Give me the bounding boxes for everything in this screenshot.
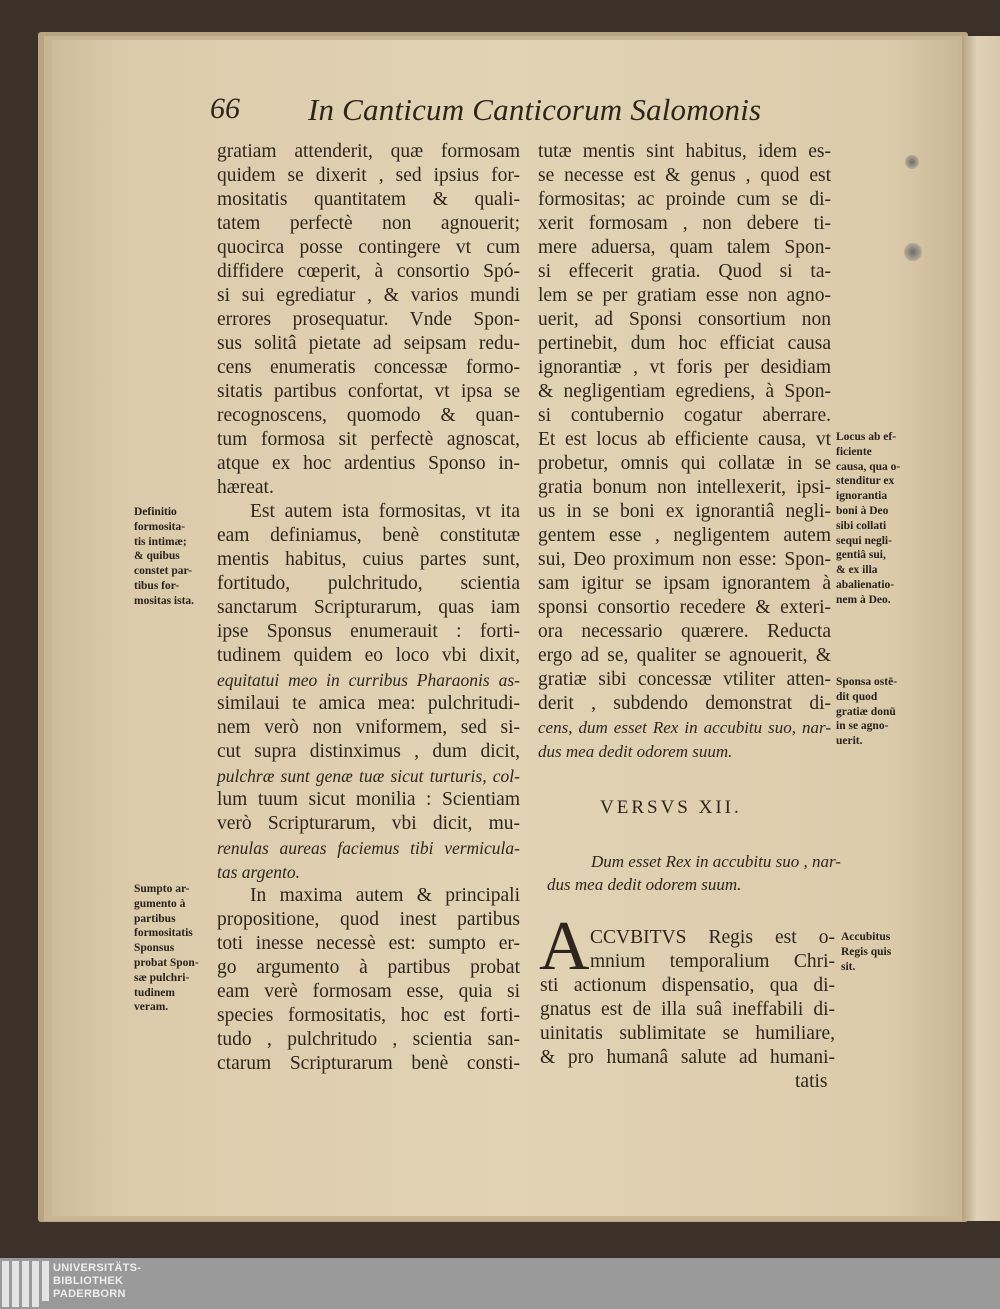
text-line: sitatis partibus confortat, vt ipsa se: [217, 381, 520, 402]
text-line: mere aduersa, quam talem Spon-: [538, 237, 831, 258]
library-name-line: UNIVERSITÄTS-: [53, 1262, 142, 1274]
margin-note-line: gratiæ donū: [836, 705, 896, 718]
text-line: sus solitâ pietate ad seipsam redu-: [217, 333, 520, 354]
text-line: tutæ mentis sint habitus, idem es-: [538, 141, 831, 162]
margin-note-line: Sponsa ostē-: [836, 676, 898, 688]
text-line: renulas aureas faciemus tibi vermicula-: [217, 838, 520, 858]
margin-note-line: dit quod: [836, 690, 878, 703]
text-line: & pro humanâ salute ad humani-: [540, 1047, 835, 1068]
text-line: propositione, quod inest partibus: [217, 909, 520, 930]
text-line: sui, Deo proximum non esse: Spon-: [538, 549, 831, 570]
text-line: lem se per gratiam esse non agno-: [538, 285, 831, 306]
text-line: Est autem ista formositas, vt ita: [250, 501, 520, 522]
margin-note-line: gentiâ sui,: [836, 549, 886, 562]
margin-note-line: veram.: [134, 1001, 169, 1014]
margin-note-line: abalienatio-: [836, 579, 895, 591]
page-hole: [905, 155, 919, 169]
text-line: pulchræ sunt genæ tuæ sicut turturis, col-: [217, 766, 520, 786]
margin-note-line: gumento à: [134, 897, 186, 910]
drop-cap: A: [539, 908, 590, 985]
margin-note-line: ficiente: [836, 445, 872, 458]
text-line: gratia bonum non intellexerit, ipsi-: [538, 477, 831, 498]
text-line: diffidere cœperit, à consortio Spó-: [217, 261, 520, 282]
verse-quote-line: Dum esset Rex in accubitu suo , nar-: [591, 852, 841, 871]
margin-note-line: sit.: [841, 960, 856, 973]
library-name-line: BIBLIOTHEK: [53, 1275, 124, 1287]
text-line: sponsi consortio recedere & exteri-: [538, 597, 831, 618]
text-line: tatem perfectè non agnouerit;: [217, 213, 520, 234]
text-line: mentis habitus, cuius partes sunt,: [217, 549, 520, 570]
text-line: si contubernio cogatur aberrare.: [538, 405, 831, 426]
text-line: tum formosa sit perfectè agnoscat,: [217, 429, 520, 450]
text-line: probetur, omnis qui collatæ in se: [538, 453, 831, 474]
margin-note-line: sæ pulchri-: [134, 971, 190, 984]
text-line: formositas; ac proinde cum se di-: [538, 189, 831, 210]
margin-note-line: causa, qua o-: [836, 460, 901, 473]
text-line: mositatis quantitatem & quali-: [217, 189, 520, 210]
margin-note-line: & quibus: [134, 550, 180, 563]
margin-note-line: tis intimæ;: [134, 535, 187, 548]
running-title: In Canticum Canticorum Salomonis: [308, 92, 762, 127]
text-line: eam verè formosam esse, quia si: [217, 981, 520, 1002]
text-line: gnatus est de illa suâ ineffabili di-: [540, 999, 835, 1020]
library-name-line: PADERBORN: [53, 1288, 126, 1300]
text-line: uerit, ad Sponsi consortium non: [538, 309, 831, 330]
page-number: 66: [210, 92, 240, 125]
margin-note-line: formosita-: [134, 520, 186, 533]
text-line: ctarum Scripturarum benè consti-: [217, 1053, 520, 1074]
footer-bar: [0, 1258, 1000, 1309]
text-line: CCVBITVS Regis est o-: [590, 927, 835, 948]
margin-note-line: sequi negli-: [836, 534, 892, 547]
text-line: cens, dum esset Rex in accubitu suo, nar-: [538, 718, 831, 737]
text-line: nem verò non vniformem, sed si-: [217, 717, 520, 738]
text-line: fortitudo, pulchritudo, scientia: [217, 573, 520, 594]
text-line: hæreat.: [217, 477, 274, 498]
text-line: In maxima autem & principali: [250, 885, 520, 906]
text-line: xerit formosam , non debere ti-: [538, 213, 831, 234]
facing-page-edge: [962, 36, 1000, 1221]
verse-quote-line: dus mea dedit odorem suum.: [547, 875, 742, 894]
text-line: uinitatis sublimitate se humiliare,: [540, 1023, 835, 1044]
text-line: equitatui meo in curribus Pharaonis as-: [217, 670, 520, 690]
text-line: cens enumeratis concessæ formo-: [217, 357, 520, 378]
text-line: atque ex hoc ardentius Sponso in-: [217, 453, 520, 474]
catchword: tatis: [795, 1071, 828, 1092]
margin-note-line: partibus: [134, 912, 176, 925]
text-line: tudo , pulchritudo , scientia san-: [217, 1029, 520, 1050]
text-line: si effecerit gratia. Quod si ta-: [538, 261, 831, 282]
margin-note-line: formositatis: [134, 927, 193, 940]
text-line: errores prosequatur. Vnde Spon-: [217, 309, 520, 330]
margin-note-line: Locus ab ef-: [836, 431, 897, 443]
text-line: quidem se dixerit , sed ipsius for-: [217, 165, 520, 186]
text-line: gratiam attenderit, quæ formosam: [217, 141, 520, 162]
text-line: toti inesse necessè est: sumpto er-: [217, 933, 520, 954]
margin-note-line: probat Spon-: [134, 957, 199, 969]
text-line: sti actionum dispensatio, qua di-: [540, 975, 835, 996]
text-line: & negligentiam egrediens, à Spon-: [538, 381, 831, 402]
text-line: us in se boni ex ignorantiâ negli-: [538, 501, 831, 522]
margin-note-line: nem à Deo.: [836, 593, 891, 606]
text-line: recognoscens, quomodo & quan-: [217, 405, 520, 426]
margin-note-line: constet par-: [134, 565, 193, 578]
margin-note-line: boni à Deo: [836, 505, 889, 517]
page-hole: [904, 243, 922, 261]
margin-note-line: Sumpto ar-: [134, 883, 190, 895]
margin-note-line: Definitio: [134, 506, 177, 518]
text-line: ignorantiæ , vt foris per desidiam: [538, 357, 831, 378]
text-line: go argumento à partibus probat: [217, 957, 520, 978]
margin-note-line: tudinem: [134, 986, 175, 999]
text-line: se necesse est & genus , quod est: [538, 165, 831, 186]
text-line: derit , subdendo demonstrat di-: [538, 693, 831, 714]
margin-note-line: ignorantia: [836, 490, 888, 503]
text-line: sanctarum Scripturarum, quas iam: [217, 597, 520, 618]
margin-note-line: stenditur ex: [836, 475, 895, 488]
text-line: ipse Sponsus enumerauit : forti-: [217, 621, 520, 642]
margin-note-line: Regis quis: [841, 945, 892, 958]
text-line: eam definiamus, benè constitutæ: [217, 525, 520, 546]
margin-note-line: sibi collati: [836, 519, 887, 532]
margin-note-line: uerit.: [836, 735, 863, 748]
margin-note-line: & ex illa: [836, 564, 878, 577]
margin-note-line: Sponsus: [134, 942, 175, 955]
verse-heading: VERSVS XII.: [600, 797, 742, 818]
text-line: dus mea dedit odorem suum.: [538, 742, 733, 761]
text-line: mnium temporalium Chri-: [590, 951, 835, 972]
text-line: similaui te amica mea: pulchritudi-: [217, 693, 520, 714]
text-line: ora necessario quærere. Reducta: [538, 621, 831, 642]
margin-note-line: tibus for-: [134, 580, 180, 592]
margin-note-line: mositas ista.: [134, 594, 195, 607]
text-line: tas argento.: [217, 862, 300, 882]
text-line: gratiæ sibi concessæ vtiliter atten-: [538, 669, 831, 690]
text-line: gentem esse , negligentem autem: [538, 525, 831, 546]
library-name: [53, 1262, 141, 1301]
margin-note-line: in se agno-: [836, 720, 889, 733]
text-line: pertinebit, dum hoc efficiat causa: [538, 333, 831, 354]
text-line: Et est locus ab efficiente causa, vt: [538, 429, 831, 450]
text-line: verò Scripturarum, vbi dicit, mu-: [217, 813, 520, 834]
text-line: lum tuum sicut monilia : Scientiam: [217, 789, 520, 810]
text-line: cut supra distinximus , dum dicit,: [217, 741, 520, 762]
text-line: ergo ad se, qualiter se agnouerit, &: [538, 645, 831, 666]
text-line: si sui egrediatur , & varios mundi: [217, 285, 520, 306]
margin-note-line: Accubitus: [841, 931, 891, 943]
text-line: tudinem quidem eo loco vbi dixit,: [217, 645, 520, 666]
text-line: sam igitur se ipsam ignorantem à: [538, 573, 831, 594]
text-line: species formositatis, hoc est forti-: [217, 1005, 520, 1026]
text-line: quocirca posse contingere vt cum: [217, 237, 520, 258]
